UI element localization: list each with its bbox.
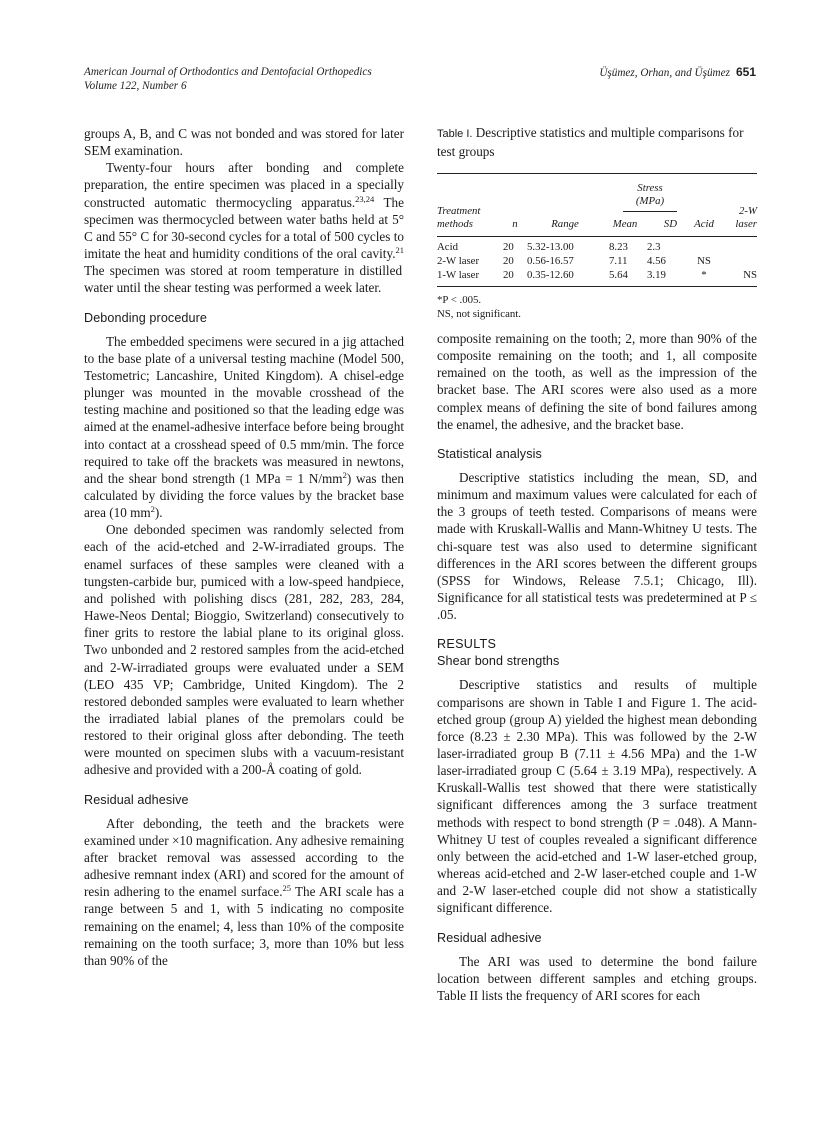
header-acid: Acid	[694, 218, 714, 230]
stress-label: Stress (MPa)	[623, 182, 677, 212]
header-sd: SD	[663, 218, 677, 230]
paragraph-ari-results: The ARI was used to determine the bond failure location between different samples and etching groups. Table II lists the frequency of ARI scores for each	[437, 953, 757, 1003]
table-row	[437, 269, 757, 283]
section-heading-residual-adhesive: Residual adhesive	[84, 792, 189, 807]
cell-mean: 5.64	[609, 268, 628, 281]
text: ) was then calculated by dividing the force values by the bracket base area (10 mm	[84, 470, 404, 521]
cell-acid: *	[701, 268, 707, 281]
volume-issue: Volume 122, Number 6	[84, 80, 187, 92]
cell-2w	[727, 255, 757, 269]
table-footnotes	[437, 293, 757, 321]
text: The specimen was stored at room temperature in distilled water until the shear testing was performed a week later.	[84, 263, 403, 296]
right-column	[437, 330, 757, 1004]
cell-method: Acid	[437, 241, 458, 253]
table-row	[437, 255, 757, 269]
paragraph-statistics: Descriptive statistics including the mean, SD, and minimum and maximum values were calculated for each of the 3 groups of teeth tested. Comparisons of means were made with Kruskall-Wallis and Mann-Whitney U tests. The chi-square test was also used to determine significant differences in the ARI scores between the different groups (SPSS for Windows, Release 7.5.1; Chicago, Ill). Significance for all statistical tests was predetermined at P ≤ .05.	[437, 469, 757, 623]
header-treatment: Treatment methods	[437, 205, 481, 230]
citation: 25	[282, 883, 292, 894]
cell-method: 1-W laser	[437, 268, 480, 281]
header-stress-group	[603, 182, 681, 214]
section-heading-residual-adhesive-results: Residual adhesive	[437, 930, 542, 945]
table-1	[437, 124, 757, 321]
text: The specimen was thermocycled between water baths held at 5° C and 55° C for 30-second cycles for a total of 500 cycles to imitate the heat and humidity conditions of the oral cavity.	[84, 194, 405, 262]
journal-title: American Journal of Orthodontics and Dentofacial Orthopedics	[84, 66, 372, 78]
section-heading-shear-bond: Shear bond strengths	[437, 654, 560, 669]
text: The ARI scale has a range between 5 and 1, with 5 indicating no composite remaining on the enamel; 4, less than 10% of the composite remaining on the tooth surface; 3, more than 10% but less than 90% of the	[84, 884, 404, 968]
footnote-significance: *P < .005.	[437, 294, 482, 307]
cell-n: 20	[503, 241, 514, 253]
paragraph-thermocycling	[84, 159, 404, 296]
cell-mean: 7.11	[609, 254, 628, 267]
cell-mean: 8.23	[609, 241, 628, 253]
header-range: Range	[551, 218, 579, 230]
citation: 21	[395, 245, 404, 256]
footnote-ns: NS, not significant.	[437, 308, 521, 321]
cell-acid	[681, 241, 727, 255]
cell-sd: 2.3	[647, 241, 661, 253]
header-2w-laser: 2-W laser	[735, 205, 757, 230]
cell-range: 0.56-16.57	[527, 254, 574, 267]
cell-2w	[727, 241, 757, 255]
table-row	[437, 241, 757, 255]
superscript: 2	[150, 504, 155, 515]
cell-range: 5.32-13.00	[527, 241, 574, 253]
cell-sd: 4.56	[647, 254, 666, 267]
table-label: Table I.	[437, 128, 473, 140]
paragraph: groups A, B, and C was not bonded and was stored for later SEM examination.	[84, 126, 404, 159]
text: ).	[154, 505, 163, 521]
cell-range: 0.35-12.60	[527, 268, 574, 281]
left-column	[84, 125, 404, 969]
header-n: n	[512, 218, 518, 230]
text: The embedded specimens were secured in a jig attached to the base plate of a universal testing machine (Model 500, Testometric; Lancashire, United Kingdom). A chisel-edge plunger was mounted in the movable crosshead of the testing machine and positioned so that the leading edge was aimed at the enamel-adhesive interface before being brought into contact at a crosshead speed of 0.5 mm/min. The force required to take off the brackets was measured in newtons, and the shear bond strength (1 MPa = 1 N/mm	[84, 333, 404, 486]
author-names: Üşümez, Orhan, and Üşümez	[599, 67, 730, 79]
header-mean: Mean	[612, 218, 638, 230]
page-number: 651	[735, 65, 756, 79]
section-heading-statistical-analysis: Statistical analysis	[437, 446, 542, 461]
cell-n: 20	[503, 268, 514, 281]
superscript: 2	[342, 469, 347, 480]
table-bottom-rule	[437, 286, 757, 287]
cell-sd: 3.19	[647, 268, 666, 281]
stats-table	[437, 174, 757, 286]
paragraph: composite remaining on the tooth; 2, more than 90% of the composite remaining on the tooth; and 1, all composite remained on the tooth, as well as the impression of the bracket base. The ARI scores were also used as a more complex means of defining the site of bond failures among the enamel, the adhesive, and the bracket base.	[437, 331, 757, 432]
paragraph-sem: One debonded specimen was randomly selected from each of the acid-etched and 2-W-irradiated groups. The enamel surfaces of these samples were cleaned with a tungsten-carbide bur, pumiced with a low-speed handpiece, and polished with polishing discs (281, 282, 283, 284, Hawe-Neos Dental; Bioggio, Switzerland) consecutively to finer grits to restore the labial plane to its original gloss. Two unbonded and 2 restored samples from the acid-etched and 2-W-irradiated groups were evaluated under a SEM (LEO 435 VP; Cambridge, United Kingdom). The 2 restored debonded samples were evaluated to learn whether the irradiated labial planes of the premolars could be restored to their original gloss after debonding. The teeth were mounted on specimen slubs with a vacuum-resistant adhesive and provided with a 200-Å coating of gold.	[84, 522, 404, 778]
running-head-right	[599, 65, 756, 80]
cell-method: 2-W laser	[437, 254, 480, 267]
section-heading-results: RESULTS	[437, 637, 497, 652]
text: After debonding, the teeth and the brackets were examined under ×10 magnification. Any adhesive remaining after bracket removal was assessed according to the adhesive remnant index (ARI) and scored for the amount of resin adhering to the enamel surface.	[84, 815, 404, 900]
citation: 23,24	[355, 193, 375, 204]
cell-n: 20	[503, 254, 514, 267]
cell-2w: NS	[743, 268, 757, 281]
text: Twenty-four hours after bonding and complete preparation, the entire specimen was placed in a specially constructed automatic thermocycling apparatus.	[84, 160, 404, 210]
paragraph-debonding	[84, 333, 404, 522]
section-heading-debonding: Debonding procedure	[84, 310, 208, 325]
table-caption-text: Descriptive statistics and multiple comparisons for test groups	[437, 125, 744, 159]
paragraph-shear-results: Descriptive statistics and results of multiple comparisons are shown in Table I and Figure 1. The acid-etched group (group A) yielded the highest mean debonding force (8.23 ± 2.30 MPa). This was followed by the 2-W laser-irradiated group B (7.11 ± 4.56 MPa) and the 1-W laser-irradiated group C (5.64 ± 3.19 MPa), respectively. A Kruskall-Wallis test showed that there were statistically significant differences among the 3 surface treatment methods with respect to bond strength (P = .048). A Mann-Whitney U test of couples revealed a significant difference only between the acid-etched and 1-W laser-etched group, whereas acid-etched and 2-W laser-etched couple and 1-W and 2-W laser-etched couple did not show a statistically significant difference.	[437, 677, 757, 916]
running-head-left	[84, 65, 372, 93]
paragraph-ari	[84, 815, 404, 969]
table-caption	[437, 124, 757, 160]
cell-acid: NS	[697, 254, 711, 267]
